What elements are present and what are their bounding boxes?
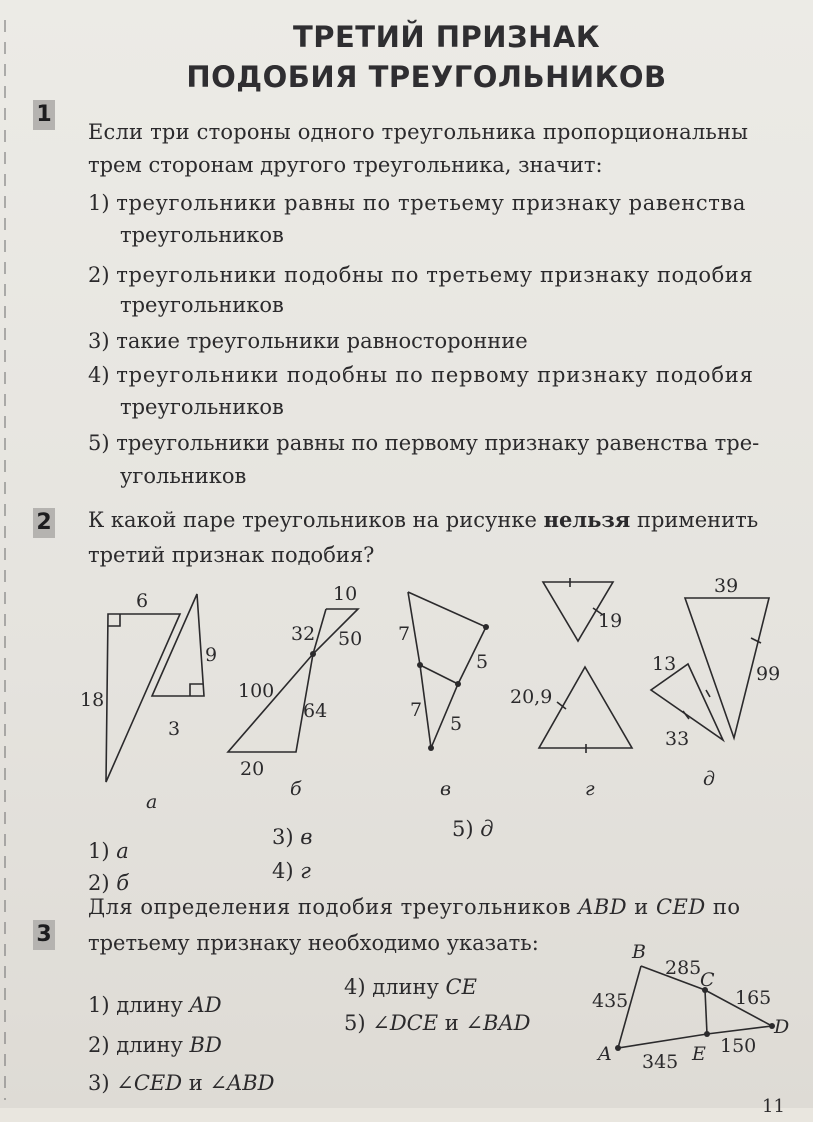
fig-v-label-1: 7 [398,623,411,645]
fig-d-label-99: 99 [756,663,781,685]
q2-option-2[interactable]: 2) б [88,871,130,895]
fig-v-label-4: 5 [450,713,463,735]
fig-b-caption: б [290,778,302,800]
q1-option-1[interactable]: 1) треугольники равны по третьему признаку равенства [88,191,747,215]
fig-q3-D: D [774,1016,790,1038]
q2-option-3[interactable]: 3) в [272,825,313,849]
q1-option-5[interactable]: 5) треугольники равны по первому признаку равенства тре- [88,431,760,455]
q3-option-5[interactable]: 5) ∠DCE и ∠BAD [344,1011,531,1035]
fig-d-label-13: 13 [652,653,677,675]
question-number-1: 1 [33,100,55,130]
fig-b-label-50: 50 [338,628,363,650]
fig-v-label-3: 7 [410,699,423,721]
fig-a-label-left: 18 [80,689,105,711]
fig-q3-C: C [700,969,715,991]
fig-a-label-bottom: 3 [168,718,181,740]
page-title-line2: ПОДОБИЯ ТРЕУГОЛЬНИКОВ [186,60,667,94]
fig-b-label-64: 64 [303,700,328,722]
q3-text-line1: Для определения подобия треугольников ABD и CED по [88,895,741,919]
fig-g-caption: г [585,778,595,800]
q2-option-1[interactable]: 1) а [88,839,129,863]
q1-option-2[interactable]: 2) треугольники подобны по третьему признаку подобия [88,263,754,287]
fig-q3-E: E [692,1043,706,1065]
question-number-2: 2 [33,508,55,538]
fig-d-label-top: 39 [714,575,739,597]
fig-d-caption: д [703,768,716,790]
fig-q3-A: A [598,1043,612,1065]
fig-q3-ab: 435 [592,990,629,1012]
fig-b-label-100: 100 [238,680,275,702]
fig-g-label-1: 19 [598,610,623,632]
fig-b-label-32: 32 [291,623,316,645]
q2-option-5[interactable]: 5) д [452,817,494,841]
page-number: 11 [762,1096,785,1117]
figure-a [106,594,204,782]
fig-q3-bc: 285 [665,957,702,979]
fig-q3-ed: 150 [720,1035,757,1057]
q1-text-line2: трем сторонам другого треугольника, значит: [88,153,603,177]
fig-b-label-top: 10 [333,583,358,605]
q1-option-4-cont: треугольников [120,395,284,419]
fig-v-label-2: 5 [476,651,489,673]
fig-v-caption: в [440,778,452,800]
q1-option-4[interactable]: 4) треугольники подобны по первому признаку подобия [88,363,754,387]
fig-b-label-bottom: 20 [240,758,265,780]
q3-text-line2: третьему признаку необходимо указать: [88,931,539,955]
q2-text-line1: К какой паре треугольников на рисунке нельзя применить [88,507,759,532]
question-number-3: 3 [33,920,55,950]
fig-q3-ae: 345 [642,1051,679,1073]
fig-q3-cd: 165 [735,987,772,1009]
fig-q3-B: B [632,941,646,963]
figure-v [408,592,489,748]
q3-option-3[interactable]: 3) ∠CED и ∠ABD [88,1071,275,1095]
q2-text-line2: третий признак подобия? [88,543,375,567]
q1-text-line1: Если три стороны одного треугольника пропорциональны [88,120,749,144]
page-title-line1: ТРЕТИЙ ПРИЗНАК [292,20,601,54]
q3-option-4[interactable]: 4) длину CE [344,975,477,999]
fig-a-label-right: 9 [205,644,218,666]
fig-g-label-2: 20,9 [510,686,553,708]
q1-option-5-cont: угольников [120,464,247,488]
fig-d-label-33: 33 [665,728,690,750]
q1-option-1-cont: треугольников [120,223,284,247]
q1-option-2-cont: треугольников [120,293,284,317]
fig-a-label-top: 6 [136,590,149,612]
q3-option-1[interactable]: 1) длину AD [88,993,222,1017]
q3-option-2[interactable]: 2) длину BD [88,1033,222,1057]
q1-option-3[interactable]: 3) такие треугольники равносторонние [88,329,528,353]
fig-a-caption: а [146,791,158,813]
q2-option-4[interactable]: 4) г [272,859,311,883]
figure-g [539,578,632,753]
